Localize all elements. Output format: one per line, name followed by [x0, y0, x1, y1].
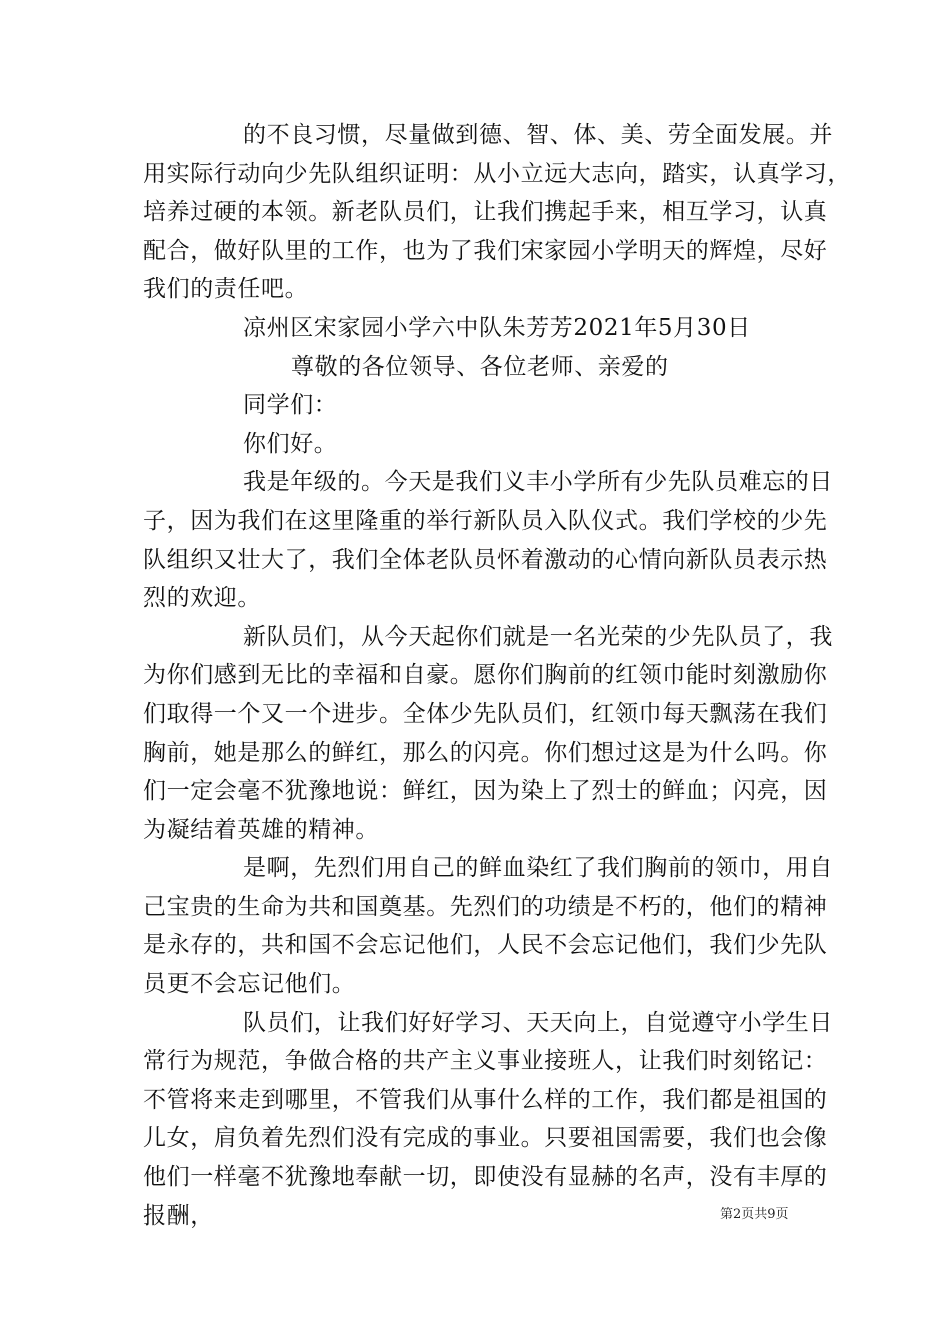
- greeting-line: 你们好。: [243, 430, 338, 457]
- text-line: 培养过硬的本领。新老队员们，让我们携起手来，相互学习，认真: [143, 199, 828, 226]
- text-line: 为凝结着英雄的精神。: [143, 816, 379, 843]
- text-line: 儿女，肩负着先烈们没有完成的事业。只要祖国需要，我们也会像: [143, 1125, 828, 1152]
- text-line: 队组织又壮大了，我们全体老队员怀着激动的心情向新队员表示热: [143, 546, 828, 573]
- text-line: 配合，做好队里的工作，也为了我们宋家园小学明天的辉煌，尽好: [143, 237, 828, 264]
- text-line: 队员们，让我们好好学习、天天向上，自觉遵守小学生日: [243, 1009, 833, 1036]
- text-line: 员更不会忘记他们。: [143, 971, 356, 998]
- text-line: 是永存的，共和国不会忘记他们，人民不会忘记他们，我们少先队: [143, 932, 828, 959]
- text-line: 们取得一个又一个进步。全体少先队员们，红领巾每天飘荡在我们: [143, 700, 828, 727]
- signature-line: 凉州区宋家园小学六中队朱芳芳2021年5月30日: [243, 314, 751, 341]
- body-text: [143, 116, 851, 1235]
- text-line: 新队员们，从今天起你们就是一名光荣的少先队员了，我: [243, 623, 833, 650]
- text-line: 烈的欢迎。: [143, 585, 261, 612]
- text-line: 子，因为我们在这里隆重的举行新队员入队仪式。我们学校的少先: [143, 507, 828, 534]
- salutation-line: 尊敬的各位领导、各位老师、亲爱的: [291, 353, 669, 380]
- text-line: 们一定会毫不犹豫地说：鲜红，因为染上了烈士的鲜血；闪亮，因: [143, 778, 828, 805]
- text-line: 常行为规范，争做合格的共产主义事业接班人，让我们时刻铭记：: [143, 1048, 828, 1075]
- text-line: 为你们感到无比的幸福和自豪。愿你们胸前的红领巾能时刻激励你: [143, 662, 828, 689]
- text-line: 的不良习惯，尽量做到德、智、体、美、劳全面发展。并: [243, 122, 833, 148]
- page-number: 第2页共9页: [720, 1207, 789, 1222]
- text-line: 不管将来走到哪里，不管我们从事什么样的工作，我们都是祖国的: [143, 1086, 828, 1113]
- text-line: 报酬，: [143, 1202, 214, 1229]
- salutation-line: 同学们：: [243, 392, 338, 419]
- text-line: 我们的责任吧。: [143, 276, 309, 303]
- text-line: 胸前，她是那么的鲜红，那么的闪亮。你们想过这是为什么吗。你: [143, 739, 828, 766]
- text-line: 我是年级的。今天是我们义丰小学所有少先队员难忘的日: [243, 469, 833, 496]
- text-line: 他们一样毫不犹豫地奉献一切，即使没有显赫的名声，没有丰厚的: [143, 1164, 828, 1191]
- text-line: 是啊，先烈们用自己的鲜血染红了我们胸前的领巾，用自: [243, 855, 833, 882]
- text-line: 用实际行动向少先队组织证明：从小立远大志向，踏实，认真学习，: [143, 160, 851, 187]
- text-line: 己宝贵的生命为共和国奠基。先烈们的功绩是不朽的，他们的精神: [143, 893, 828, 920]
